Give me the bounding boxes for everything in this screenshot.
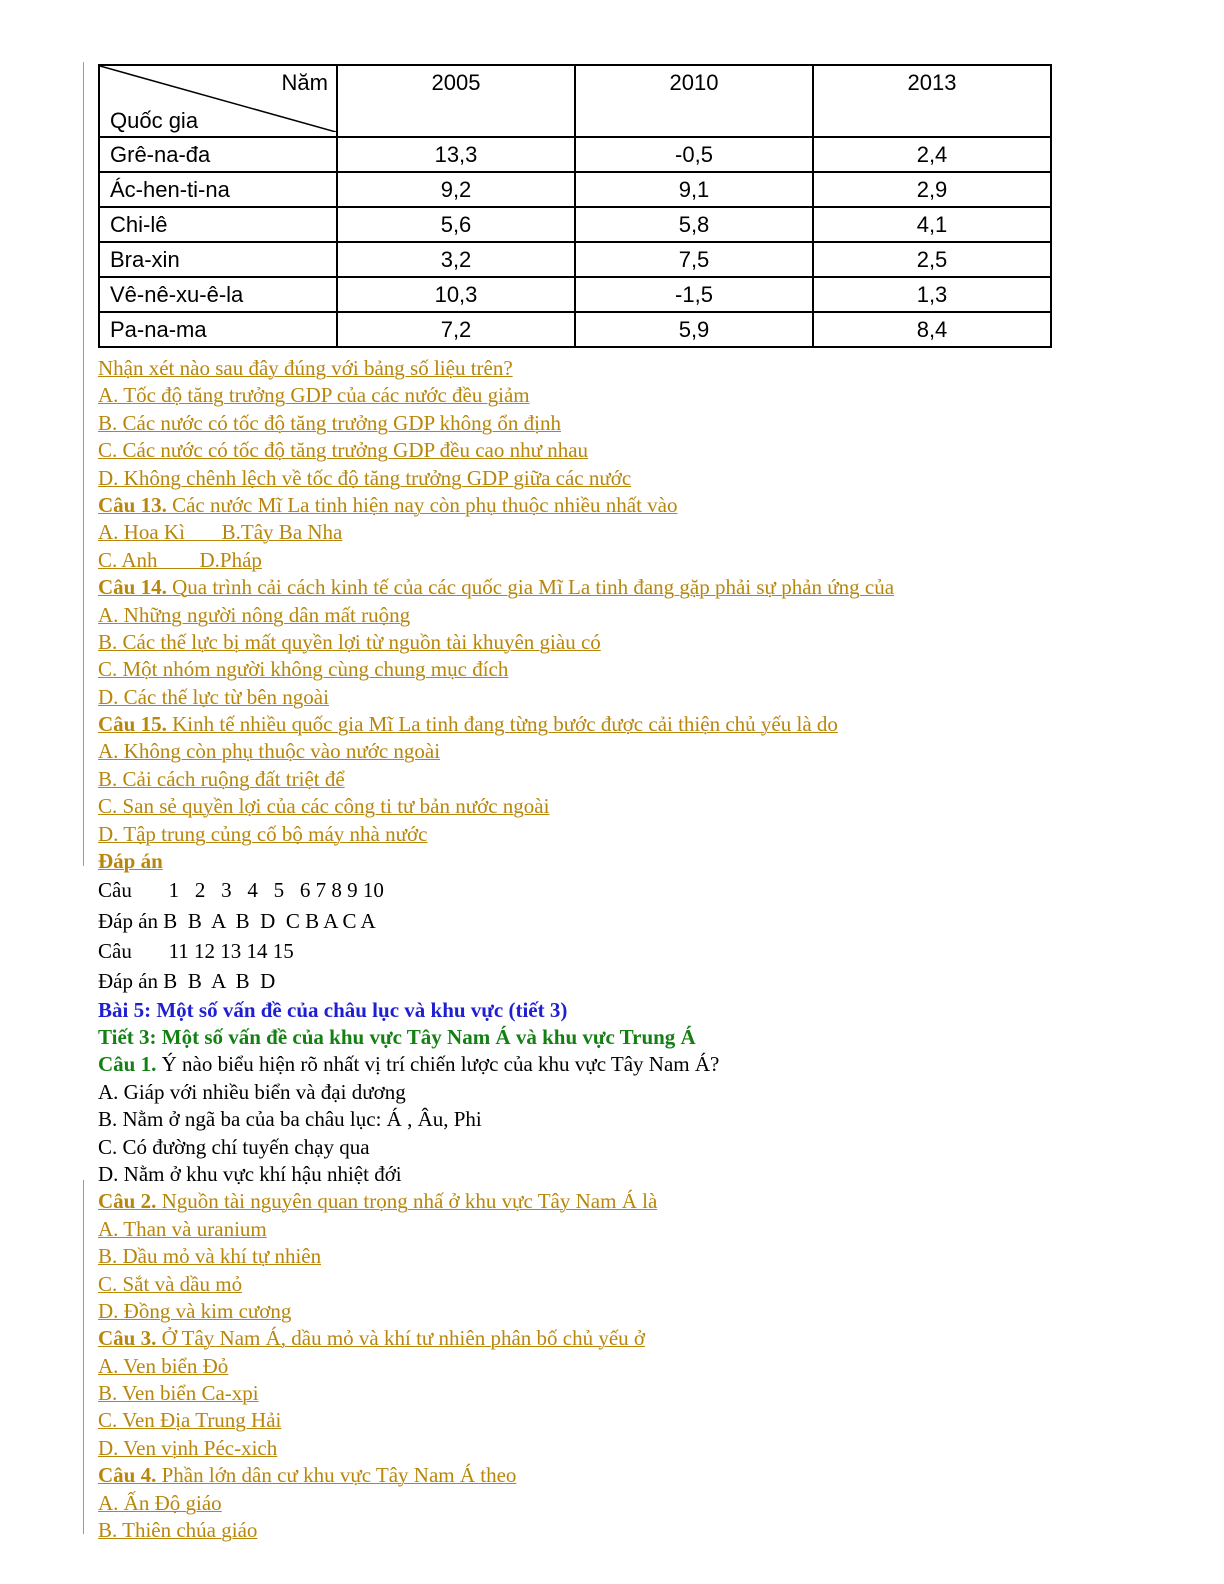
q13-question-link[interactable] — [98, 493, 677, 517]
answer-key-line: Đáp án B B A B D C B A C A — [98, 908, 376, 933]
s3-option-a[interactable]: A. Ven biển Đỏ — [98, 1353, 229, 1378]
table-row — [99, 277, 1051, 312]
q14-text: Qua trình cải cách kinh tế của các quốc gia Mĩ La tinh đang gặp phải sự phản ứng của — [166, 575, 895, 600]
table-row — [99, 172, 1051, 207]
table-corner-cell — [99, 65, 337, 137]
s2-question-link[interactable] — [98, 1189, 657, 1213]
value-cell: -0,5 — [575, 137, 813, 172]
country-cell: Grê-na-đa — [99, 137, 337, 172]
q12-option-b[interactable]: B. Các nước có tốc độ tăng trưởng GDP không ổn định — [98, 410, 561, 435]
q14-label: Câu 14. — [98, 575, 167, 600]
s3-question-link[interactable] — [98, 1326, 645, 1350]
q15-option-c[interactable]: C. San sẻ quyền lợi của các công ti tư bản nước ngoài — [98, 794, 550, 819]
answer-key-line: Đáp án B B A B D — [98, 969, 276, 994]
q14-option-d[interactable]: D. Các thế lực từ bên ngoài — [98, 684, 329, 709]
s2-text: Nguồn tài nguyên quan trọng nhấ ở khu vực Tây Nam Á là — [156, 1189, 658, 1214]
s1-text: Ý nào biểu hiện rõ nhất vị trí chiến lược của khu vực Tây Nam Á? — [156, 1052, 720, 1077]
change-bar-bottom — [83, 1180, 84, 1534]
value-cell: 5,6 — [337, 207, 575, 242]
value-cell: 9,1 — [575, 172, 813, 207]
q13-option-cd[interactable]: C. Anh D.Pháp — [98, 547, 262, 572]
document-page — [98, 64, 1098, 1544]
q15-option-b[interactable]: B. Cải cách ruộng đất triệt để — [98, 766, 345, 791]
value-cell: 2,5 — [813, 242, 1051, 277]
value-cell: 4,1 — [813, 207, 1051, 242]
value-cell: 7,2 — [337, 312, 575, 347]
s3-text: Ở Tây Nam Á, dầu mỏ và khí tư nhiên phân bố chủ yếu ở — [156, 1326, 646, 1351]
q12-option-a[interactable]: A. Tốc độ tăng trưởng GDP của các nước đều giảm — [98, 383, 530, 408]
q14-option-b[interactable]: B. Các thế lực bị mất quyền lợi từ nguồn tài khuyên giàu có — [98, 629, 601, 654]
country-cell: Pa-na-ma — [99, 312, 337, 347]
s4-text: Phần lớn dân cư khu vực Tây Nam Á theo — [156, 1463, 517, 1488]
corner-label-country: Quốc gia — [110, 108, 199, 133]
value-cell: 5,9 — [575, 312, 813, 347]
s4-question-link[interactable] — [98, 1463, 516, 1487]
value-cell: 1,3 — [813, 277, 1051, 312]
value-cell: 13,3 — [337, 137, 575, 172]
country-cell: Bra-xin — [99, 242, 337, 277]
value-cell: -1,5 — [575, 277, 813, 312]
q14-option-c[interactable]: C. Một nhóm người không cùng chung mục đích — [98, 657, 509, 682]
answer-key-line: Câu 1 2 3 4 5 6 7 8 9 10 — [98, 878, 384, 903]
s2-label: Câu 2. — [98, 1189, 157, 1214]
s1-label: Câu 1. — [98, 1052, 157, 1077]
s3-option-b[interactable]: B. Ven biển Ca-xpi — [98, 1381, 259, 1406]
s2-option-d[interactable]: D. Đồng và kim cương — [98, 1298, 292, 1323]
q15-option-d[interactable]: D. Tập trung củng cố bộ máy nhà nước — [98, 821, 428, 846]
q15-label: Câu 15. — [98, 712, 167, 737]
s1-option-c: C. Có đường chí tuyến chạy qua — [98, 1134, 370, 1159]
value-cell: 9,2 — [337, 172, 575, 207]
year-header: 2005 — [337, 65, 575, 137]
s3-label: Câu 3. — [98, 1326, 157, 1351]
value-cell: 5,8 — [575, 207, 813, 242]
answers-title-link[interactable]: Đáp án — [98, 849, 163, 874]
lesson-subtitle: Tiết 3: Một số vấn đề của khu vực Tây Nam Á và khu vực Trung Á — [98, 1025, 696, 1049]
country-cell: Vê-nê-xu-ê-la — [99, 277, 337, 312]
value-cell: 2,9 — [813, 172, 1051, 207]
answer-key-line: Câu 11 12 13 14 15 — [98, 939, 294, 964]
table-row — [99, 137, 1051, 172]
lesson-title: Bài 5: Một số vấn đề của châu lục và khu vực (tiết 3) — [98, 997, 568, 1022]
q12-question-link[interactable]: Nhận xét nào sau đây đúng với bảng số liệu trên? — [98, 356, 513, 380]
q13-text: Các nước Mĩ La tinh hiện nay còn phụ thuộc nhiều nhất vào — [166, 492, 678, 517]
q12-option-d[interactable]: D. Không chênh lệch về tốc độ tăng trưởng GDP giữa các nước — [98, 465, 632, 490]
year-header: 2010 — [575, 65, 813, 137]
corner-label-year: Năm — [281, 70, 328, 95]
table-header-row — [99, 65, 1051, 137]
value-cell: 10,3 — [337, 277, 575, 312]
s2-option-b[interactable]: B. Dầu mỏ và khí tự nhiên — [98, 1244, 322, 1269]
change-bar-top — [83, 62, 84, 866]
value-cell: 8,4 — [813, 312, 1051, 347]
q12-option-c[interactable]: C. Các nước có tốc độ tăng trưởng GDP đều cao như nhau — [98, 438, 589, 463]
value-cell: 2,4 — [813, 137, 1051, 172]
s4-option-b[interactable]: B. Thiên chúa giáo — [98, 1518, 258, 1543]
s3-option-c[interactable]: C. Ven Địa Trung Hải — [98, 1408, 282, 1433]
gdp-growth-table — [98, 64, 1052, 348]
value-cell: 7,5 — [575, 242, 813, 277]
q15-text: Kinh tế nhiều quốc gia Mĩ La tinh đang từng bước được cải thiện chủ yếu là do — [166, 712, 838, 737]
q15-option-a[interactable]: A. Không còn phụ thuộc vào nước ngoài — [98, 739, 441, 764]
table-row — [99, 242, 1051, 277]
year-header: 2013 — [813, 65, 1051, 137]
s4-option-a[interactable]: A. Ấn Độ giáo — [98, 1490, 222, 1515]
q15-question-link[interactable] — [98, 712, 838, 736]
table-row — [99, 207, 1051, 242]
s3-option-d[interactable]: D. Ven vịnh Péc-xich — [98, 1435, 278, 1460]
q13-label: Câu 13. — [98, 492, 167, 517]
s1-option-a: A. Giáp với nhiều biển và đại dương — [98, 1079, 406, 1104]
q13-option-ab[interactable]: A. Hoa Kì B.Tây Ba Nha — [98, 520, 343, 545]
s1-option-d: D. Nằm ở khu vực khí hậu nhiệt đới — [98, 1161, 402, 1186]
s2-option-a[interactable]: A. Than và uranium — [98, 1216, 267, 1241]
s4-label: Câu 4. — [98, 1463, 157, 1488]
value-cell: 3,2 — [337, 242, 575, 277]
country-cell: Ác-hen-ti-na — [99, 172, 337, 207]
country-cell: Chi-lê — [99, 207, 337, 242]
s2-option-c[interactable]: C. Sắt và dầu mỏ — [98, 1271, 243, 1296]
q14-question-link[interactable] — [98, 575, 894, 599]
s1-option-b: B. Nằm ở ngã ba của ba châu lục: Á , Âu, Phi — [98, 1107, 482, 1132]
q14-option-a[interactable]: A. Những người nông dân mất ruộng — [98, 602, 411, 627]
table-row — [99, 312, 1051, 347]
